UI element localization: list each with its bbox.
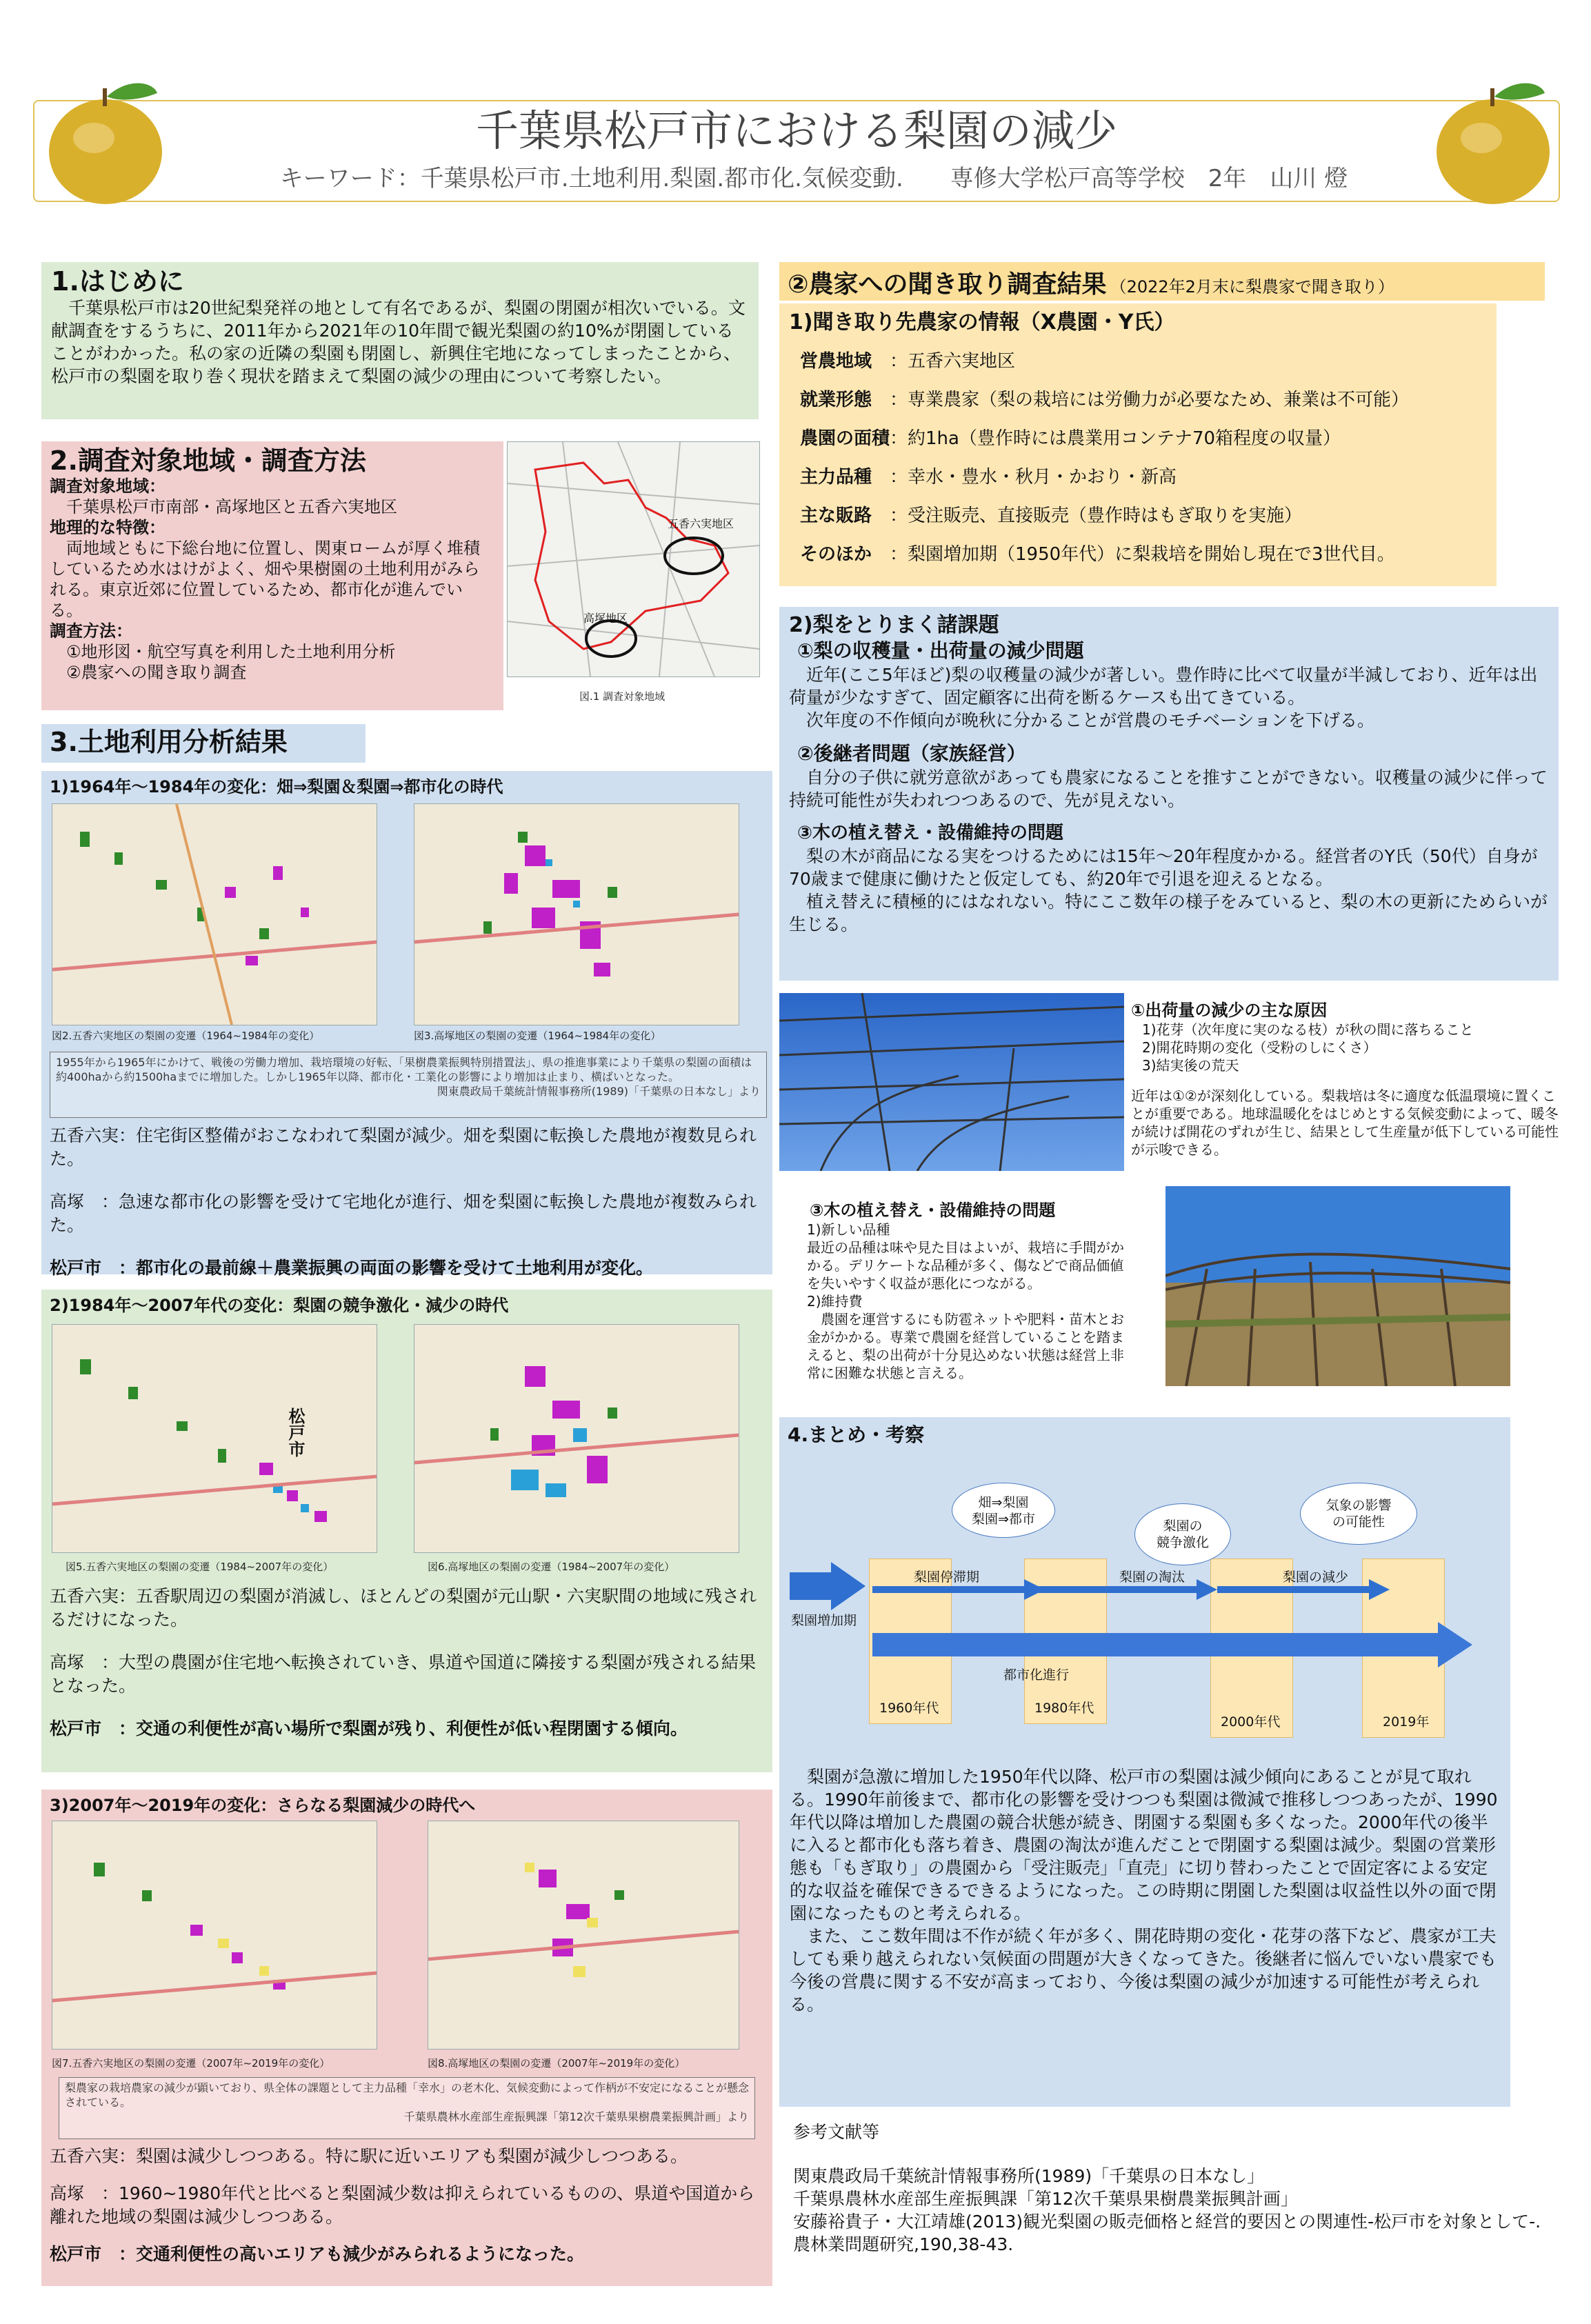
info-key: 農園の面積 xyxy=(800,428,890,449)
intro-panel xyxy=(41,262,759,419)
cause-item: 3)結実後の荒天 xyxy=(1142,1057,1239,1074)
issues-panel xyxy=(779,607,1559,981)
p3-r1-place: 五香六実： xyxy=(50,2146,137,2166)
map-fig6-svg xyxy=(414,1325,739,1552)
p3-r1 xyxy=(50,2145,767,2168)
p3-r1-text: 梨園は減少しつつある。特に駅に近いエリアも梨園が減少しつつある。 xyxy=(136,2146,688,2166)
pear-icon-right xyxy=(1428,69,1559,207)
year-label-2000: 2000年代 xyxy=(1221,1714,1281,1730)
fig7-caption: 図7.五香六実地区の梨園の変遷（2007年~2019年の変化） xyxy=(52,2057,330,2070)
info-value: ：受注販売、直接販売（豊作時はもぎ取りを実施） xyxy=(890,505,1303,526)
landuse-heading: 3.土地利用分析結果 xyxy=(50,727,288,757)
map-fig8 xyxy=(428,1821,739,2050)
p2-r2 xyxy=(50,1651,767,1698)
bubble-2: 梨園の 競争激化 xyxy=(1134,1503,1231,1565)
p1-r2-place: 高塚 ： xyxy=(50,1192,119,1212)
summary-body: 梨園が急激に増加した1950年代以降、松戸市の梨園は減少傾向にあることが見て取れる。1990年前後まで、都市化の影響を受けつつも梨園は微減で推移しつつあったが、1990年代以降は増加した農園の競合状態が続き、閉園する梨園も多くなった。2000年代の後半に入ると都市化も落ち着き、農園の淘汰が進んだことで閉園する梨園は減少。梨園の営業形態も「もぎ取り」の農園から「受注販売」「直売」に切り替わったことで固定客による安定的な収益を確保できるできるようになった。この時期に閉園した梨園は収益性以外の面で閉園になったものと考えられる。 また、ここ数年間は不作が続く年が多く、開花時期の変化・花芽の落下など、農家が工夫しても乗り越えられない気候面の問題が大きくなってきた。後継者に悩んでいない農家でも今後の営農に関する不安が高まっており、今後は梨園の減少が加速する可能性が考えられる。 xyxy=(790,1767,1498,2014)
landuse-p3-title: 3)2007年～2019年の変化：さらなる梨園減少の時代へ xyxy=(50,1796,476,1815)
method-heading: 2.調査対象地域・調査方法 xyxy=(50,445,366,476)
causes-body: 近年は①②が深刻化している。梨栽培は冬に適度な低温環境に置くことが重要である。地球温暖化をはじめとする気候変動によって、暖冬が続けば開花のずれが生じ、結果として生産量が低下している可能性が示唆できる。 xyxy=(1131,1088,1559,1158)
p3-r3-text: 交通利便性の高いエリアも減少がみられるようになった。 xyxy=(136,2244,585,2264)
orchard-net-photo-svg xyxy=(779,993,1124,1171)
method-panel xyxy=(41,441,503,710)
p2-r1-place: 五香六実： xyxy=(50,1586,137,1606)
causes-box xyxy=(1131,1000,1559,1159)
method-method-label: 調査方法： xyxy=(50,621,132,641)
method-geo-text: 両地域ともに下総台地に位置し、関東ロームが厚く堆積しているため水はけがよく、畑や果樹園の土地利用がみられる。東京近郊に位置しているため、都市化が進んでいる。 xyxy=(50,539,480,620)
info-key: 営農地域 xyxy=(800,351,872,372)
note-2-source: 千葉県農林水産部生産振興課「第12次千葉県果樹農業振興計画」より xyxy=(403,2110,749,2123)
issue1-title: ①梨の収穫量・出荷量の減少問題 xyxy=(797,639,1084,662)
map-fig7-svg xyxy=(52,1821,377,2049)
page-title: 千葉県松戸市における梨園の減少 xyxy=(475,106,1117,156)
info-row xyxy=(800,458,1487,497)
pear-icon-left xyxy=(40,69,171,207)
issue2-title: ②後継者問題（家族経営） xyxy=(797,742,1026,765)
p2-r2-place: 高塚 ： xyxy=(50,1652,119,1672)
interview-info-title: 1)聞き取り先農家の情報（X農園・Y氏） xyxy=(789,310,1175,334)
fig5-caption: 図5.五香六実地区の梨園の変遷（1984~2007年の変化） xyxy=(66,1561,334,1573)
cause-item: 2)開花時期の変化（受粉のしにくさ） xyxy=(1142,1039,1377,1056)
references-heading: 参考文献等 xyxy=(793,2122,880,2142)
p1-r3-text: 都市化の最前線＋農業振興の両面の影響を受けて土地利用が変化。 xyxy=(136,1258,654,1278)
p1-r3-place: 松戸市 ： xyxy=(50,1258,137,1278)
landuse-p1-results xyxy=(50,1124,767,1280)
issue2-body: 自分の子供に就労意欲があっても農家になることを推すことができない。収穫量の減少に伴って持続可能性が失われつつあるので、先が見えない。 xyxy=(789,768,1548,810)
info-value: ：幸水・豊水・秋月・かおり・新高 xyxy=(890,467,1177,488)
year-label-2019: 2019年 xyxy=(1383,1714,1430,1730)
replant-body: 1)新しい品種 最近の品種は味や見た目はよいが、栽培に手間がかかる。デリケートな品種が多く、傷などで商品価値を失いやすく収益が悪化につながる。 2)維持費 農園を運営するにも防雹ネットや肥料・苗木とお金がかかる。専業で農園を経営していることを踏まえると、梨の出荷が十分見込めない状態は経営上非常に困難な状態と言える。 xyxy=(807,1221,1124,1381)
interview-heading-box xyxy=(779,262,1545,301)
reference-item: 関東農政局千葉統計情報事務所(1989)「千葉県の日本なし」 xyxy=(793,2166,1265,2186)
info-key: 主力品種 xyxy=(800,467,872,488)
map-fig7 xyxy=(52,1821,377,2050)
method-item: ①地形図・航空写真を利用した土地利用分析 xyxy=(50,642,396,661)
method-geo-label: 地理的な特徴： xyxy=(50,518,166,537)
issue3-body: 梨の木が商品になる実をつけるためには15年～20年程度かかる。経営者のY氏（50代）自身が70歳まで健康に働けたと仮定しても、約20年で引退を迎えるとなる。 植え替えに積極的にはなれない。特にここ数年の様子をみていると、梨の木の更新にためらいが生じる。 xyxy=(789,846,1548,934)
orchard-net-photo xyxy=(779,993,1124,1171)
reference-item: 千葉県農林水産部生産振興課「第12次千葉県果樹農業振興計画」 xyxy=(793,2189,1298,2209)
p2-r3 xyxy=(50,1717,767,1741)
info-key: そのほか xyxy=(800,544,872,565)
info-row xyxy=(800,535,1487,574)
bubble-1: 畑⇒梨園 梨園⇒都市 xyxy=(952,1483,1055,1538)
map-fig6 xyxy=(414,1324,739,1553)
replant-title: ③木の植え替え・設備維持の問題 xyxy=(810,1201,1056,1220)
map-fig8-svg xyxy=(428,1821,739,2049)
fig8-caption: 図8.高塚地区の梨園の変遷（2007年~2019年の変化） xyxy=(428,2057,686,2070)
orchard-trees-photo-svg xyxy=(1165,1186,1510,1386)
map-fig5-svg xyxy=(52,1325,377,1552)
note-1-text: 1955年から1965年にかけて、戦後の労働力増加、栽培環境の好転、「果樹農業振興特別措置法」、県の推進事業により千葉県の梨園の面積は約400haから約1500haまでに増加した。しかし1965年以降、都市化・工業化の影響により増加は止まり、横ばいとなった。 xyxy=(56,1056,752,1083)
p1-r1-text: 住宅街区整備がおこなわれて梨園が減少。畑を梨園に転換した農地が複数見られた。 xyxy=(50,1125,757,1169)
map-label-matsudo: 松戸市 xyxy=(286,1408,305,1457)
causes-title: ①出荷量の減少の主な原因 xyxy=(1131,1001,1328,1020)
issues-title: 2)梨をとりまく諸課題 xyxy=(789,613,999,637)
fig1-caption: 図.1 調査対象地域 xyxy=(579,690,666,703)
intro-heading: 1.はじめに xyxy=(51,266,184,297)
note-box-1 xyxy=(50,1052,767,1118)
year-label-1960: 1960年代 xyxy=(879,1701,939,1716)
replant-box xyxy=(793,1200,1131,1382)
p1-r3 xyxy=(50,1256,767,1280)
keywords-line: キーワード：千葉県松戸市.土地利用.梨園.都市化.気候変動. 専修大学松戸高等学校 2年 山川 燈 xyxy=(279,165,1348,192)
landuse-heading-box xyxy=(41,724,366,763)
info-value: ：五香六実地区 xyxy=(890,351,1016,372)
method-item: ②農家への聞き取り調査 xyxy=(50,663,247,682)
p3-r2 xyxy=(50,2182,767,2229)
interview-info-panel xyxy=(779,303,1497,586)
p1-r1-place: 五香六実： xyxy=(50,1125,137,1145)
interview-info-list xyxy=(789,342,1487,574)
issue3-title: ③木の植え替え・設備維持の問題 xyxy=(797,823,1064,843)
map-label-gokou: 五香六実地区 xyxy=(668,517,734,530)
map-fig3-svg xyxy=(414,804,739,1025)
interview-heading-note: （2022年2月末に梨農家で聞き取り） xyxy=(1110,277,1394,297)
method-area-text: 千葉県松戸市南部・高塚地区と五香六実地区 xyxy=(50,497,397,517)
p2-r3-text: 交通の利便性が高い場所で梨園が残り、利便性が低い程閉園する傾向。 xyxy=(136,1719,688,1739)
p2-r3-place: 松戸市 ： xyxy=(50,1719,137,1739)
info-row xyxy=(800,419,1487,458)
p3-r2-text: 1960~1980年代と比べると梨園減少数は抑えられているものの、県道や国道から離れた地域の梨園は減少しつつある。 xyxy=(50,2183,755,2227)
fig6-caption: 図6.高塚地区の梨園の変遷（1984~2007年の変化） xyxy=(428,1561,675,1573)
info-row xyxy=(800,497,1487,535)
landuse-p2-results xyxy=(50,1585,767,1741)
p3-r2-place: 高塚 ： xyxy=(50,2183,119,2203)
fig3-caption: 図3.高塚地区の梨園の変遷（1964~1984年の変化） xyxy=(414,1030,661,1042)
info-value: ：梨園増加期（1950年代）に梨栽培を開始し現在で3世代目。 xyxy=(890,544,1395,565)
p1-r2 xyxy=(50,1190,767,1237)
info-key: 主な販路 xyxy=(800,505,872,526)
p2-r1-text: 五香駅周辺の梨園が消滅し、ほとんどの梨園が元山駅・六実駅間の地域に残されるだけになった。 xyxy=(50,1586,757,1630)
landuse-p1-title: 1)1964年～1984年の変化：畑⇒梨園＆梨園⇒都市化の時代 xyxy=(50,777,503,797)
info-key: 就業形態 xyxy=(800,390,872,410)
bubble-3: 気象の影響 の可能性 xyxy=(1300,1483,1417,1545)
landuse-p2-title: 2)1984年～2007年代の変化：梨園の競争激化・減少の時代 xyxy=(50,1296,509,1315)
p2-r1 xyxy=(50,1585,767,1632)
note-box-2 xyxy=(59,2077,755,2139)
arrow-label-stagnation: 梨園停滞期 xyxy=(914,1570,980,1585)
arrow-label-urbanization: 都市化進行 xyxy=(1003,1667,1070,1683)
map-fig2-svg xyxy=(52,804,377,1025)
p2-r2-text: 大型の農園が住宅地へ転換されていき、県道や国道に隣接する梨園が残される結果となった。 xyxy=(50,1652,757,1696)
summary-heading: 4.まとめ・考察 xyxy=(788,1423,925,1446)
map-fig3 xyxy=(414,803,739,1025)
map-label-takatsuka: 高塚地区 xyxy=(583,612,628,625)
reference-item: 安藤裕貴子・大江靖雄(2013)観光梨園の販売価格と経営的要因との関連性-松戸市を対象として-.農林業問題研究,190,38-43. xyxy=(793,2212,1541,2254)
p1-r2-text: 急速な都市化の影響を受けて宅地化が進行、畑を梨園に転換した農地が複数みられた。 xyxy=(50,1192,757,1235)
info-value: ：専業農家（梨の栽培には労働力が必要なため、兼業は不可能） xyxy=(890,390,1409,410)
info-value: ：約1ha（豊作時には農業用コンテナ70箱程度の収量） xyxy=(890,428,1341,449)
info-row xyxy=(800,381,1487,419)
arrow-label-increase: 梨園増加期 xyxy=(791,1613,857,1628)
method-area-label: 調査対象地域： xyxy=(50,477,166,496)
references xyxy=(793,2121,1545,2256)
p3-r3-place: 松戸市 ： xyxy=(50,2244,137,2264)
p3-r3 xyxy=(50,2243,767,2266)
intro-body: 千葉県松戸市は20世紀梨発祥の地として有名であるが、梨園の閉園が相次いでいる。文献調査をするうちに、2011年から2021年の10年間で観光梨園の約10%が閉園していることがわかった。私の家の近隣の梨園も閉園し、新興住宅地になってしまったことから、松戸市の梨園を取り巻く現状を踏まえて梨園の減少の理由について考察したい。 xyxy=(51,298,746,386)
issue1-body: 近年(ここ5年ほど)梨の収穫量の減少が著しい。豊作時に比べて収量が半減しており、近年は出荷量が少なすぎて、固定顧客に出荷を断るケースも出てきている。 次年度の不作傾向が晩秋に分かることが営農のモチベーションを下げる。 xyxy=(789,665,1538,730)
year-label-1980: 1980年代 xyxy=(1034,1701,1094,1716)
map-fig5 xyxy=(52,1324,377,1553)
study-area-map xyxy=(507,441,760,677)
info-row xyxy=(800,342,1487,381)
timeline-diagram xyxy=(790,1455,1503,1752)
arrow-label-culling: 梨園の淘汰 xyxy=(1119,1570,1185,1585)
orchard-trees-photo xyxy=(1165,1186,1510,1386)
note-1-source: 関東農政局千葉統計情報事務所(1989)「千葉県の日本なし」より xyxy=(437,1085,761,1098)
map-fig2 xyxy=(52,803,377,1025)
landuse-p3-results xyxy=(50,2145,767,2266)
p1-r1 xyxy=(50,1124,767,1171)
note-2-text: 梨農家の栽培農家の減少が顕いており、県全体の課題として主力品種「幸水」の老木化、気候変動によって作柄が不安定になることが懸念されている。 xyxy=(65,2081,750,2109)
arrow-label-decrease: 梨園の減少 xyxy=(1283,1570,1349,1585)
fig2-caption: 図2.五香六実地区の梨園の変遷（1964~1984年の変化） xyxy=(52,1030,320,1042)
interview-heading: ②農家への聞き取り調査結果 xyxy=(788,270,1107,299)
study-area-map-svg xyxy=(508,442,759,677)
cause-item: 1)花芽（次年度に実のなる枝）が秋の間に落ちること xyxy=(1142,1021,1474,1038)
